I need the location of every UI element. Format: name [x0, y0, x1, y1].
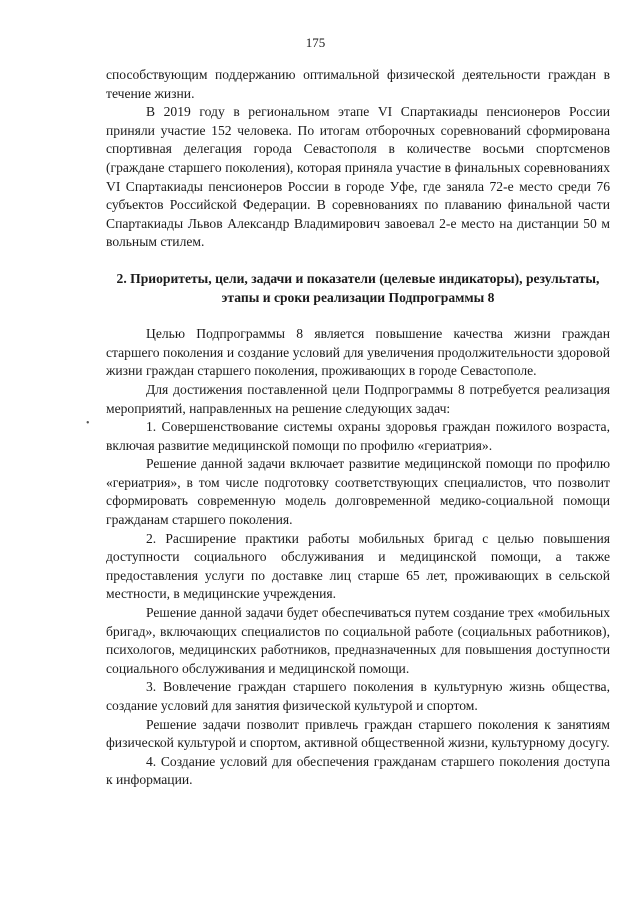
paragraph: В 2019 году в региональном этапе VI Спартакиады пенсионеров России приняли участие 152 человека. По итогам отборочных соревнований сформирована спортивная делегация города Севастополя в количестве восьми спортсменов (граждане старшего поколения), которая приняла участие в финальных соревнованиях VI Спартакиады пенсионеров России в городе Уфе, где заняла 72-е место среди 76 субъектов Российской Федерации. В соревнованиях по плаванию финальной части Спартакиады Львов Александр Владимирович завоевал 2-е место на дистанции 50 м вольным стилем. [106, 104, 610, 250]
page-number: 175 [305, 35, 326, 50]
task-item: 2. Расширение практики работы мобильных бригад с целью повышения доступности социального обслуживания и медицинской помощи, а также предоставления услуги по доставке лиц старше 65 лет, проживающих в сельской местности, в медицинские учреждения. [106, 530, 610, 602]
paragraph: Решение задачи позволит привлечь граждан старшего поколения к занятиям физической культурой и спортом, активной общественной жизни, культурному досугу. [106, 716, 610, 751]
paragraph: Для достижения поставленной цели Подпрограммы 8 потребуется реализация мероприятий, направленных на решение следующих задач: [106, 381, 610, 416]
margin-mark: • [86, 418, 90, 429]
paragraph: Целью Подпрограммы 8 является повышение качества жизни граждан старшего поколения и создание условий для увеличения продолжительности здоровой жизни граждан старшего поколения, проживающих в городе Севастополе. [106, 326, 610, 379]
paragraph: способствующим поддержанию оптимальной физической деятельности граждан в течение жизни. [106, 67, 610, 101]
paragraph: Решение данной задачи включает развитие медицинской помощи по профилю «гериатрия», в том числе подготовку соответствующих специалистов, что позволит сформировать современную модель долговременной медико-социальной помощи гражданам старшего поколения. [106, 456, 610, 528]
task-item: 3. Вовлечение граждан старшего поколения в культурную жизнь общества, создание условий для занятия физической культурой и спортом. [106, 679, 610, 713]
paragraph: Решение данной задачи будет обеспечиваться путем создание трех «мобильных бригад», включающих специалистов по социальной работе (социальных работников), психологов, медицинских работников, предназначенных для повышения доступности социального обслуживания и медицинской помощи. [106, 605, 610, 676]
document-body [106, 66, 610, 790]
task-item: 1. Совершенствование системы охраны здоровья граждан пожилого возраста, включая развитие медицинской помощи по профилю «гериатрия». [106, 419, 610, 453]
task-item: 4. Создание условий для обеспечения гражданам старшего поколения доступа к информации. [106, 753, 610, 788]
section-heading: 2. Приоритеты, цели, задачи и показатели (целевые индикаторы), результаты, этапы и сроки реализации Подпрограммы 8 [116, 270, 600, 305]
